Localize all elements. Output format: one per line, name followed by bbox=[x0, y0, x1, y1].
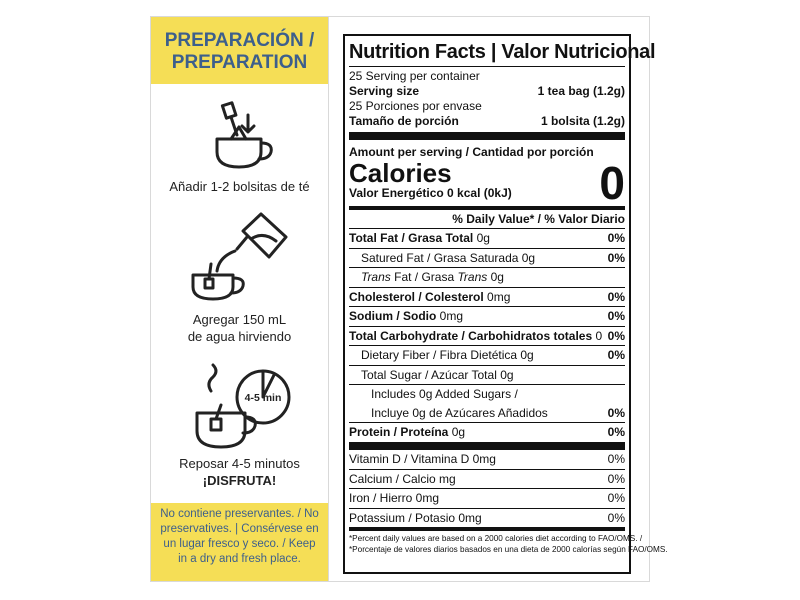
preparation-title-es: PREPARACIÓN / bbox=[164, 30, 315, 51]
footnote-en: *Percent daily values are based on a 2000 calories diet according to FAO/OMS. / bbox=[349, 534, 643, 543]
step-3-text-1: Reposar 4-5 minutos bbox=[179, 456, 300, 471]
cup-tea-bag-icon bbox=[151, 97, 328, 173]
nutrient-row-total-fat: Total Fat / Grasa Total 0g 0% bbox=[349, 228, 625, 248]
vitamin-row-d: Vitamin D / Vitamina D 0mg 0% bbox=[349, 451, 625, 466]
nutrient-row-trans-fat: Trans Fat / Grasa Trans 0g bbox=[349, 267, 625, 287]
daily-value-header: % Daily Value* / % Valor Diario bbox=[452, 212, 625, 226]
footnote-es: *Porcentaje de valores diarios basados en una dieta de 2000 calorías según FAO/OMS. bbox=[349, 544, 668, 554]
thick-divider bbox=[349, 132, 625, 140]
serving-size-value: 1 tea bag (1.2g) bbox=[537, 84, 625, 98]
step-3-text-2: ¡DISFRUTA! bbox=[202, 473, 277, 488]
timer-cup-icon bbox=[151, 361, 328, 461]
preparation-title-en: PREPARATION bbox=[171, 52, 308, 73]
amount-per-serving: Amount per serving / Cantidad por porción bbox=[349, 145, 594, 159]
step-2-text-2: de agua hirviendo bbox=[187, 329, 292, 344]
nutrition-facts-panel bbox=[343, 34, 668, 574]
step-2-text-1: Agregar 150 mL bbox=[192, 312, 287, 327]
vitamin-row-calcium: Calcium / Calcio mg 0% bbox=[349, 469, 625, 489]
preparation-panel bbox=[151, 17, 329, 581]
calories-value: 0 bbox=[599, 157, 625, 209]
nutrient-row-cholesterol: Cholesterol / Colesterol 0mg 0% bbox=[349, 287, 625, 307]
servings-en: 25 Serving per container bbox=[349, 69, 480, 83]
nutrient-row-sodium: Sodium / Sodio 0mg 0% bbox=[349, 306, 625, 326]
portion-row bbox=[349, 114, 625, 129]
serving-size-row bbox=[349, 84, 625, 99]
nutrient-row-dietary-fiber: Dietary Fiber / Fibra Dietética 0g 0% bbox=[349, 345, 625, 365]
vitamin-row-potassium: Potassium / Potasio 0mg 0% bbox=[349, 508, 625, 528]
preparation-header bbox=[151, 17, 328, 84]
timer-label: 4-5 min bbox=[244, 392, 282, 404]
nutrient-row-total-sugar: Total Sugar / Azúcar Total 0g bbox=[349, 365, 625, 385]
calories-row bbox=[349, 157, 625, 209]
nutrient-row-added-sugars: Includes 0g Added Sugars / bbox=[349, 384, 625, 404]
storage-note: No contiene preservantes. / No preservatives. | Consérvese en un lugar fresco y seco. / Keep in a dry and fresh place. bbox=[151, 503, 328, 581]
nutrient-row-saturated-fat: Satured Fat / Grasa Saturada 0g 0% bbox=[349, 248, 625, 268]
product-label bbox=[150, 16, 668, 582]
medium-divider-2 bbox=[349, 527, 625, 531]
nutrient-row-protein: Protein / Proteína 0g 0% bbox=[349, 422, 625, 442]
divider bbox=[349, 66, 625, 67]
energy-value: Valor Energético 0 kcal (0kJ) bbox=[349, 186, 512, 200]
nutrient-row-total-carbohydrate: Total Carbohydrate / Carbohidratos totales 0 0% bbox=[349, 326, 625, 346]
calories-label: Calories bbox=[349, 158, 452, 188]
portion-value: 1 bolsita (1.2g) bbox=[540, 114, 625, 128]
thick-divider-2 bbox=[349, 442, 625, 450]
step-1-text: Añadir 1-2 bolsitas de té bbox=[169, 179, 310, 194]
nutrition-title: Nutrition Facts | Valor Nutricional bbox=[349, 41, 656, 63]
pour-water-icon bbox=[151, 209, 328, 304]
nutrient-row-added-sugars-es: Incluye 0g de Azúcares Añadidos 0% bbox=[371, 405, 625, 420]
vitamin-row-iron: Iron / Hierro 0mg 0% bbox=[349, 488, 625, 508]
servings-es: 25 Porciones por envase bbox=[349, 99, 482, 113]
portion-label: Tamaño de porción bbox=[349, 114, 459, 128]
serving-size-label: Serving size bbox=[349, 84, 420, 98]
